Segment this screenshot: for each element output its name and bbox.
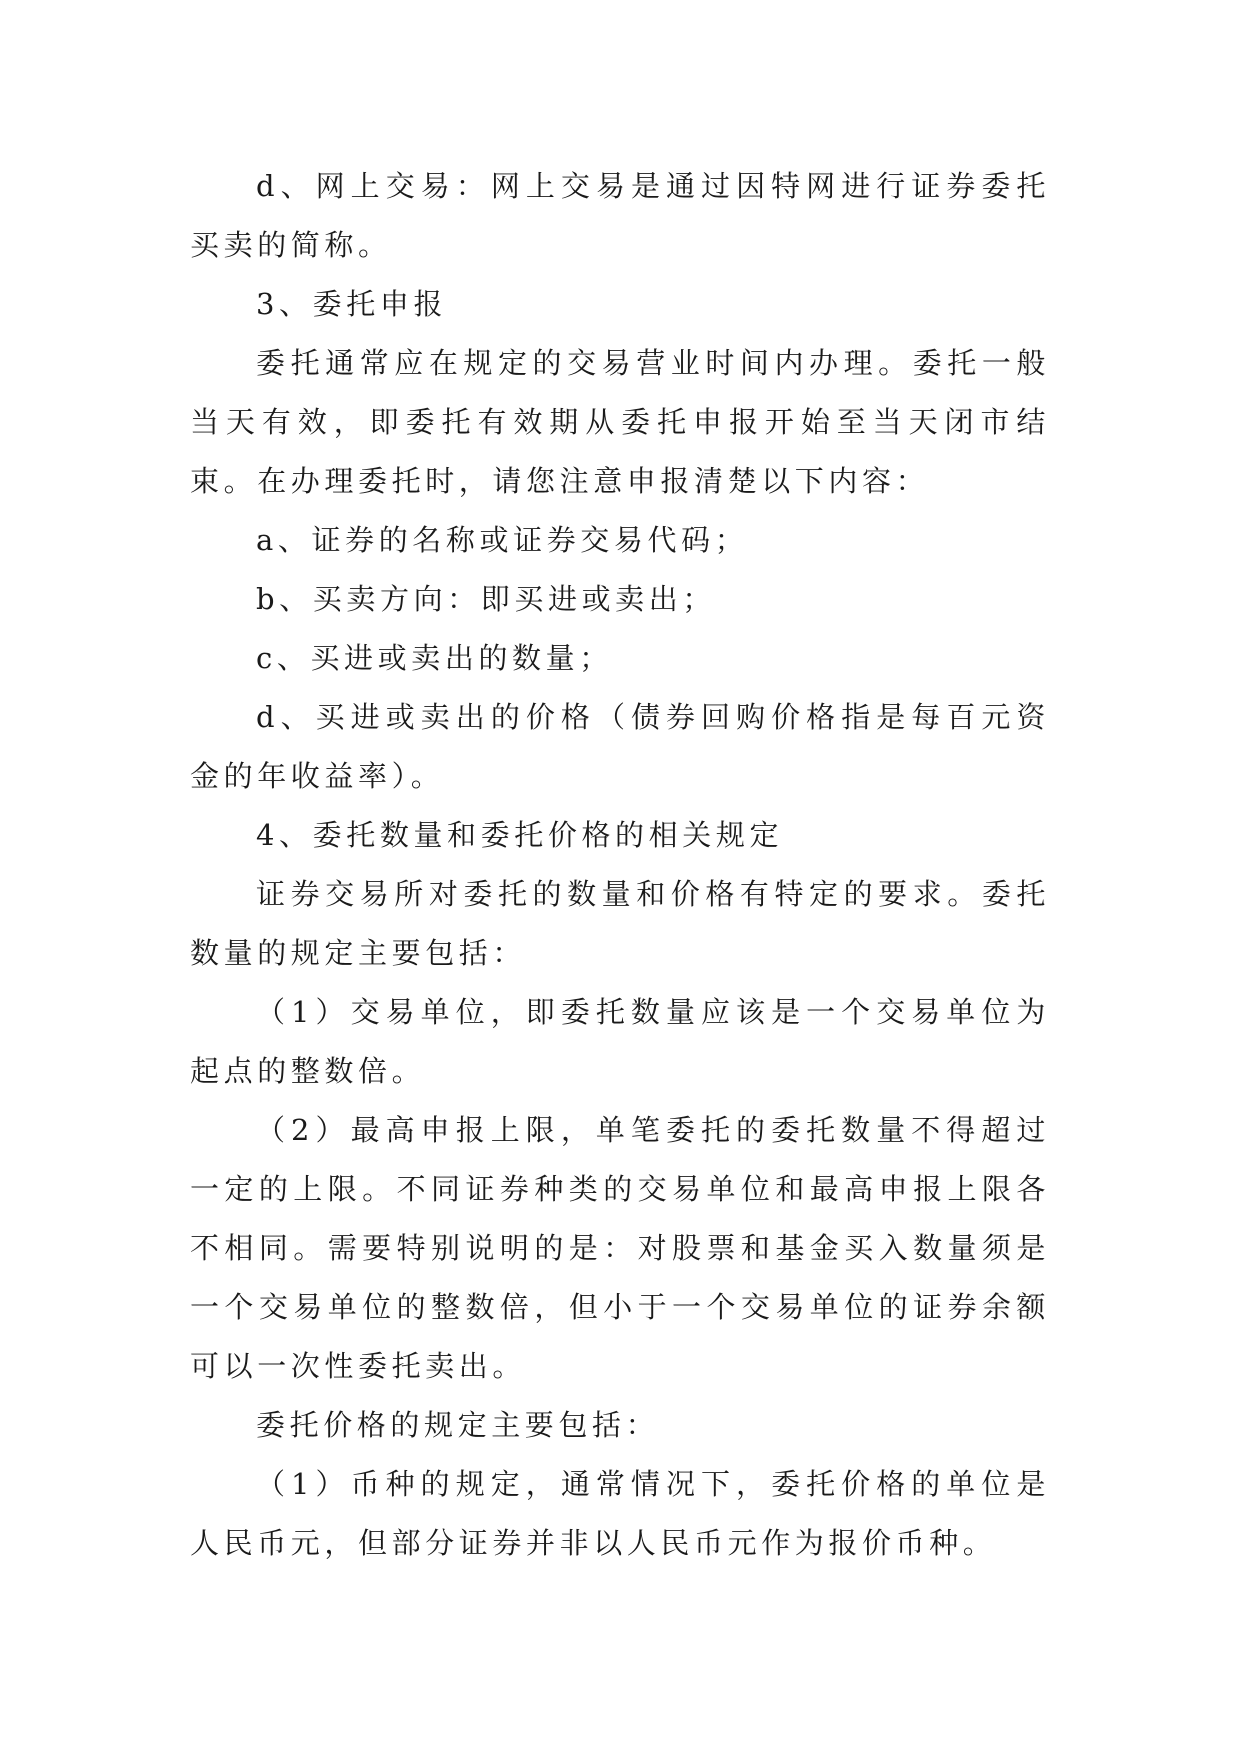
heading-order-declaration: 3、委托申报 — [256, 287, 448, 321]
heading-quantity-price-rules: 4、委托数量和委托价格的相关规定 — [256, 818, 784, 852]
list-item-quantity: c、买进或卖出的数量； — [256, 641, 613, 675]
list-item-trading-unit: （1）交易单位，即委托数量应该是一个交易单位为起点的整数倍。 — [190, 995, 1050, 1088]
paragraph-online-trading: d、网上交易：网上交易是通过因特网进行证券委托买卖的简称。 — [190, 169, 1050, 262]
paragraph-order-hours: 委托通常应在规定的交易营业时间内办理。委托一般当天有效，即委托有效期从委托申报开始至当天闭市结束。在办理委托时，请您注意申报清楚以下内容： — [190, 346, 1050, 498]
list-item-max-limit: （2）最高申报上限，单笔委托的委托数量不得超过一定的上限。不同证券种类的交易单位和最高申报上限各不相同。需要特别说明的是：对股票和基金买入数量须是一个交易单位的整数倍，但小于一个交易单位的证券余额可以一次性委托卖出。 — [190, 1113, 1050, 1383]
list-item-security-name: a、证券的名称或证券交易代码； — [256, 523, 749, 557]
paragraph-price-rules-intro: 委托价格的规定主要包括： — [256, 1408, 660, 1442]
list-item-currency: （1）币种的规定，通常情况下，委托价格的单位是人民币元，但部分证券并非以人民币元作为报价币种。 — [190, 1467, 1050, 1560]
list-item-direction: b、买卖方向：即买进或卖出； — [256, 582, 716, 616]
paragraph-quantity-rules-intro: 证券交易所对委托的数量和价格有特定的要求。委托数量的规定主要包括： — [190, 877, 1050, 970]
list-item-price: d、买进或卖出的价格（债券回购价格指是每百元资金的年收益率）。 — [190, 700, 1050, 793]
document-body — [190, 157, 1050, 1573]
